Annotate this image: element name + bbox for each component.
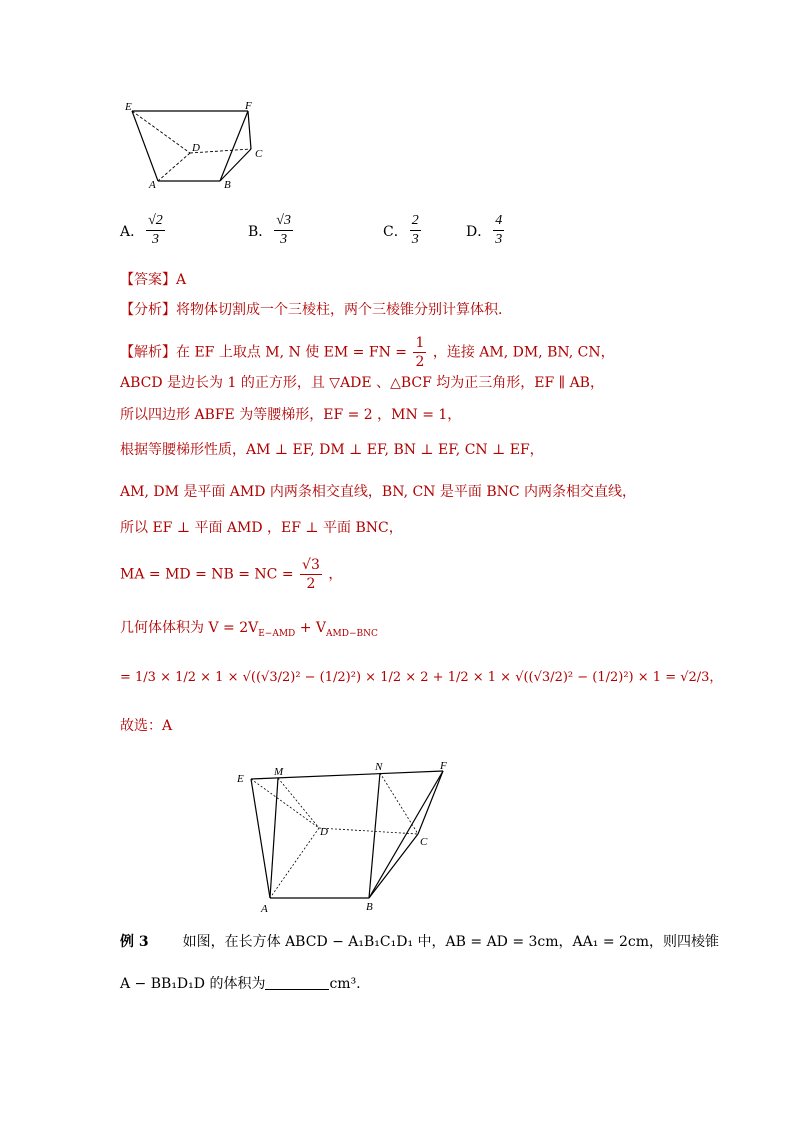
solution-line-7: MA = MD = NB = NC = $\frac{√3}{2}$ ， (120, 557, 343, 592)
label-B: B (224, 179, 231, 191)
solution-line-9: = 1/3 × 1/2 × 1 × √((√3/2)² − (1/2)²) × 1/2 × 2 + 1/2 × 1 × √((√3/2)² − (1/2)²) × 1 = √2/3， (120, 670, 723, 685)
example-3-line-2: A − BB₁D₁D 的体积为 cm³. (120, 976, 361, 992)
figure-polyhedron-1 (118, 98, 278, 194)
choice-line: 故选：A (120, 718, 173, 734)
option-d: D． $\frac{4}{3}$ (466, 213, 503, 247)
answer-blank[interactable] (265, 975, 329, 990)
option-b: B． $\frac{√3}{3}$ (248, 213, 291, 247)
solution-line-5: AM, DM 是平面 AMD 内两条相交直线，BN, CN 是平面 BNC 内两条相交直线， (120, 484, 637, 500)
solution-line-6: 所以 EF ⊥ 平面 AMD ，EF ⊥ 平面 BNC， (120, 520, 403, 536)
solution-line-4: 根据等腰梯形性质，AM ⊥ EF, DM ⊥ EF, BN ⊥ EF, CN ⊥ EF， (120, 442, 544, 458)
option-c: C． $\frac{2}{3}$ (383, 213, 419, 247)
solution-line-1: 【解析】在 EF 上取点 M, N 使 EM = FN = $\frac{1}{2}$ ，连接 AM, DM, BN, CN， (120, 335, 615, 370)
label-F2: F (440, 760, 447, 772)
label-A2: A (261, 903, 268, 915)
answer-line: 【答案】A (120, 272, 187, 288)
label-C2: C (420, 836, 428, 848)
label-N: N (375, 761, 383, 773)
solution-line-3: 所以四边形 ABFE 为等腰梯形，EF = 2 ，MN = 1， (120, 407, 462, 423)
label-E: E (125, 101, 132, 113)
option-a: A． $\frac{√2}{3}$ (120, 213, 163, 247)
solution-line-8: 几何体体积为 $V = 2V_{E-AMD} + V_{AMD-BNC}$ (120, 620, 378, 639)
label-M: M (274, 766, 284, 778)
figure-polyhedron-2 (230, 756, 460, 916)
label-A: A (149, 179, 156, 191)
label-C: C (255, 148, 263, 160)
label-B2: B (366, 901, 373, 913)
label-D2: D (320, 826, 328, 838)
label-D: D (192, 142, 200, 154)
solution-line-2: ABCD 是边长为 1 的正方形，且 ▽ADE 、△BCF 均为正三角形，EF ∥ AB， (120, 375, 604, 391)
analysis-line: 【分析】将物体切割成一个三棱柱，两个三棱锥分别计算体积. (120, 302, 503, 318)
label-F: F (245, 100, 252, 112)
label-E2: E (237, 773, 244, 785)
example-3-line-1: 例 3 如图，在长方体 ABCD − A₁B₁C₁D₁ 中，AB = AD = 3cm，AA₁ = 2cm，则四棱锥 (120, 934, 720, 950)
